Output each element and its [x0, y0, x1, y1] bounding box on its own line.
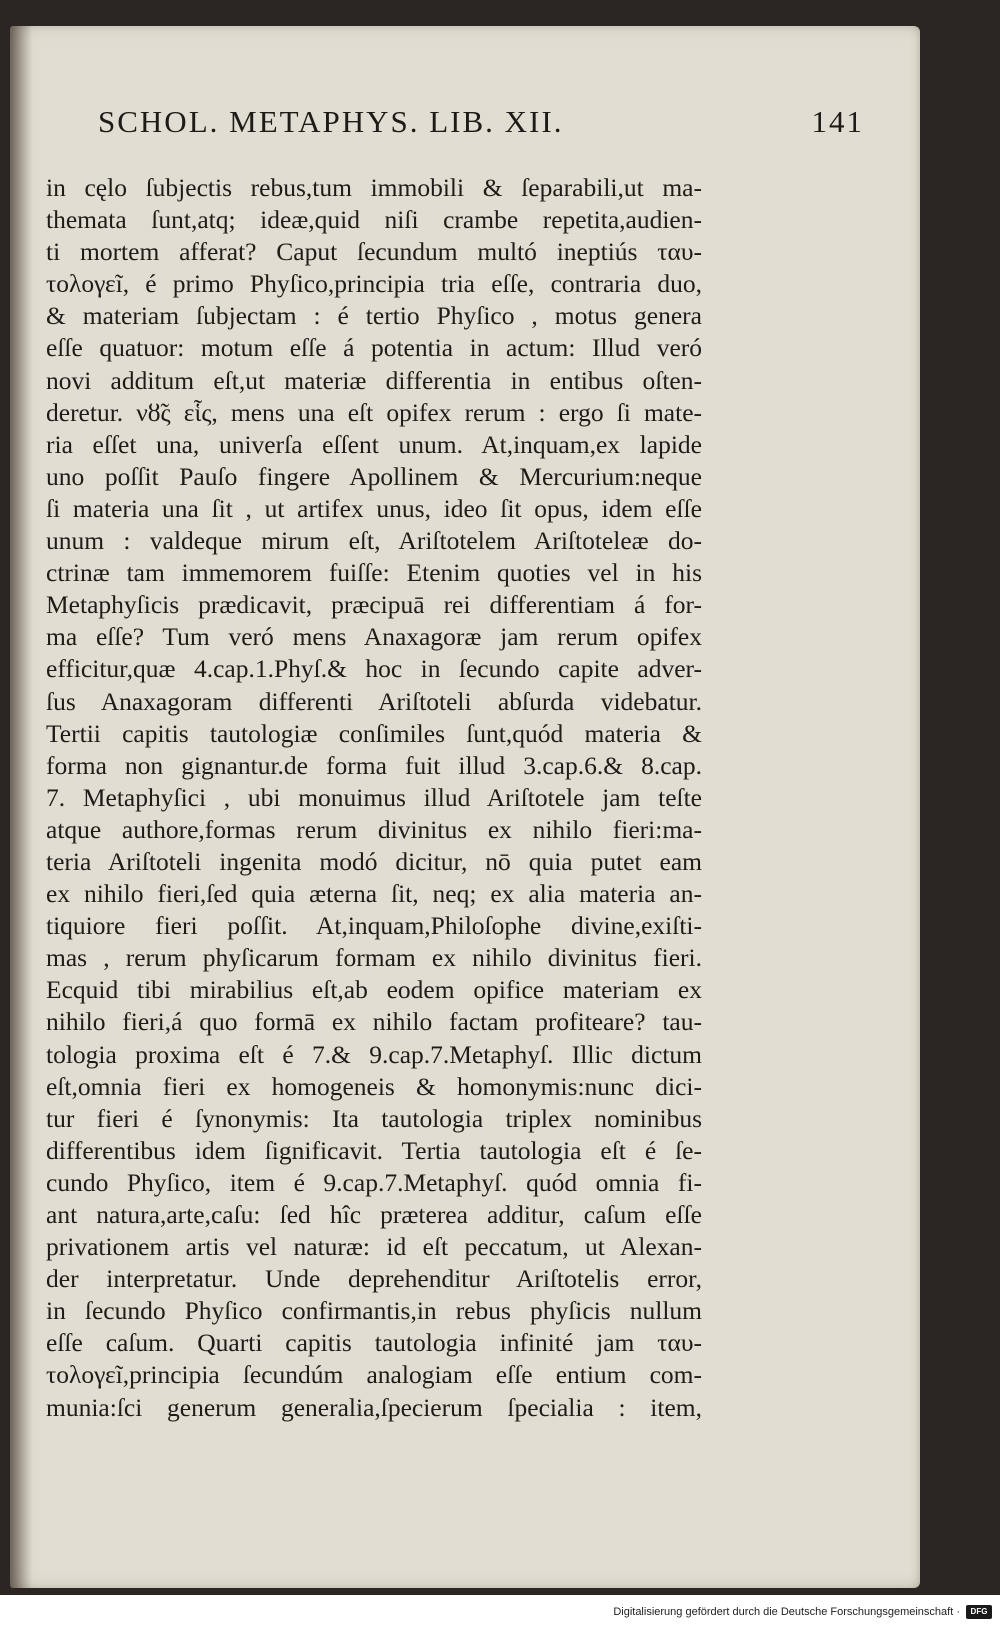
dfg-logo: DFG: [966, 1605, 992, 1619]
text-line: teria Ariſtoteli ingenita modó dicitur, nō quia putet eam: [46, 846, 702, 876]
text-line: 7. Metaphyſici , ubi monuimus illud Ariſtotele jam teſte: [46, 782, 702, 812]
page-header: [98, 104, 878, 154]
text-line: mas , rerum phyſicarum formam ex nihilo divinitus fieri.: [46, 943, 702, 973]
text-line: nihilo fieri,á quo formā ex nihilo factam profiteare? tau-: [46, 1007, 702, 1037]
text-line: ti mortem afferat? Caput ſecundum multó ineptiús ταυ-: [46, 237, 702, 267]
text-line: uno poſſit Pauſo fingere Apollinem & Mercurium:neque: [46, 461, 702, 491]
text-line: ſus Anaxagoram differenti Ariſtoteli abſurda videbatur.: [46, 686, 702, 716]
text-line: ctrinæ tam immemorem fuiſſe: Etenim quoties vel in his: [46, 558, 702, 588]
text-line: ma eſſe? Tum veró mens Anaxagoræ jam rerum opifex: [46, 622, 702, 652]
text-line: τολογεĩ,principia ſecundúm analogiam eſſe entium com-: [46, 1360, 702, 1390]
text-line: tur fieri é ſynonymis: Ita tautologia triplex nominibus: [46, 1103, 702, 1133]
text-line: forma non gignantur.de forma fuit illud 3.cap.6.& 8.cap.: [46, 750, 702, 780]
text-line: tologia proxima eſt é 7.& 9.cap.7.Metaphyſ. Illic dictum: [46, 1039, 702, 1069]
text-line: unum : valdeque mirum eſt, Ariſtotelem Ariſtoteleæ do-: [46, 526, 702, 556]
text-line: ant natura,arte,caſu: ſed hîc præterea additur, caſum eſſe: [46, 1200, 702, 1229]
book-page: [10, 26, 920, 1588]
text-line: deretur. νȣ̃ς εἷς, mens una eſt opifex rerum : ergo ſi mate-: [46, 397, 702, 427]
text-line: tiquiore fieri poſſit. At,inquam,Philoſophe divine,exiſti-: [46, 911, 702, 941]
text-line: Metaphyſicis prædicavit, præcipuā rei differentiam á for-: [46, 590, 702, 620]
text-line: der interpretatur. Unde deprehenditur Ariſtotelis error,: [46, 1264, 702, 1294]
text-line: ſi materia una ſit , ut artifex unus, ideo ſit opus, idem eſſe: [46, 493, 702, 523]
text-line: thematа ſunt,atq; ideæ,quid niſi crambe repetita,audien-: [46, 205, 702, 235]
text-line: ex nihilo fieri,ſed quia æterna ſit, neq; ex alia materia an-: [46, 879, 702, 909]
text-line: privationem artis vel naturæ: id eſt peccatum, ut Alexan-: [46, 1232, 702, 1262]
text-line: atque authore,formas rerum divinitus ex nihilo fieri:ma-: [46, 814, 702, 844]
text-line: Tertii capitis tautologiæ conſimiles ſunt,quód materia &: [46, 718, 702, 748]
text-line: eſt,omnia fieri ex homogeneis & homonymis:nunc dici-: [46, 1071, 702, 1101]
text-line: cundo Phyſico, item é 9.cap.7.Metaphyſ. quód omnia fi-: [46, 1167, 702, 1197]
page-gutter-shadow: [10, 26, 32, 1588]
text-line: eſſe quatuor: motum eſſe á potentia in actum: Illud veró: [46, 333, 702, 363]
text-line: τολογεĩ, é primo Phyſico,principia tria eſſe, contraria duo,: [46, 269, 702, 299]
text-line: in cęlo ſubjectis rebus,tum immobili & ſeparabili,ut ma-: [46, 173, 702, 202]
funding-credit: Digitalisierung gefördert durch die Deutsche Forschungsgemeinschaft ·: [613, 1606, 960, 1618]
text-line: novi additum eſt,ut materiæ differentia in entibus oſten-: [46, 365, 702, 395]
text-line: efficitur,quæ 4.cap.1.Phyſ.& hoc in ſecundo capite adver-: [46, 654, 702, 684]
text-line: eſſe caſum. Quarti capitis tautologia infinité jam ταυ-: [46, 1328, 702, 1358]
running-title: SCHOL. METAPHYS. LIB. XII.: [98, 104, 564, 139]
digitization-footer: [0, 1595, 1000, 1629]
text-line: in ſecundo Phyſico confirmantis,in rebus phyſicis nullum: [46, 1296, 702, 1326]
text-line: differentibus idem ſignificavit. Tertia tautologia eſt é ſe-: [46, 1135, 702, 1165]
text-line: Ecquid tibi mirabilius eſt,ab eodem opifice materiam ex: [46, 975, 702, 1005]
text-line: & materiam ſubjectam : é tertio Phyſico , motus genera: [46, 301, 702, 331]
body-text: [46, 172, 702, 1424]
text-line: ria eſſet una, univerſa eſſent unum. At,inquam,ex lapide: [46, 429, 702, 459]
text-line: munia:ſci generum generalia,ſpecierum ſpecialia : item,: [46, 1392, 702, 1422]
page-number: 141: [811, 104, 864, 139]
